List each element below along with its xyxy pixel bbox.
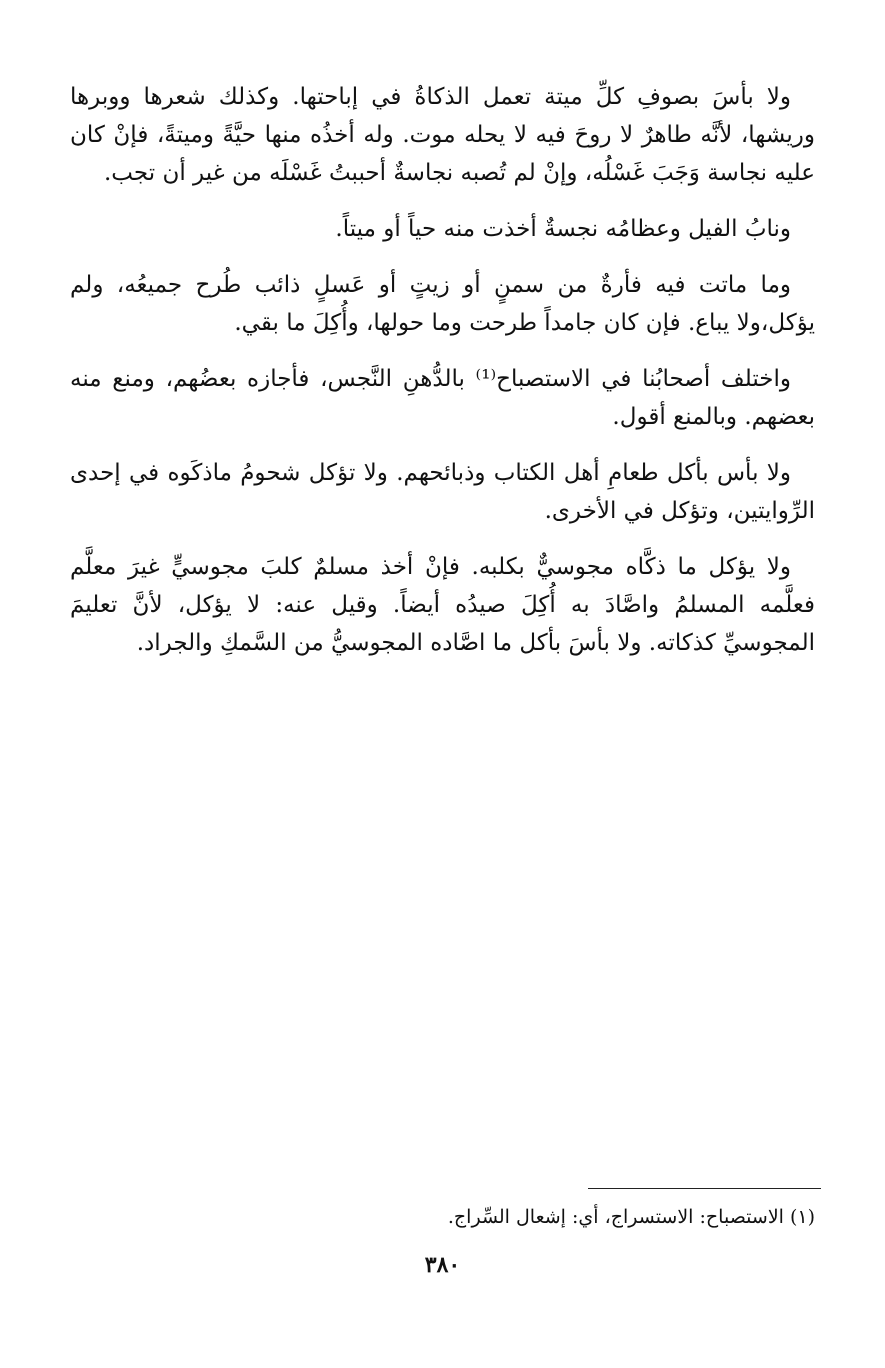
paragraph-people-of-book: ولا بأس بأكل طعامِ أهل الكتاب وذبائحهم. ولا تؤكل شحومُ ماذكَوه في إحدى الرِّوايتين، وتؤكل في الأخرى. <box>70 460 815 524</box>
page-number: ٣٨٠ <box>424 1252 461 1278</box>
paragraph-elephant-tusk: ونابُ الفيل وعظامُه نجسةٌ أخذت منه حياً أو ميتاً. <box>335 216 791 242</box>
footnote-number: (١) <box>789 1206 815 1228</box>
footnote-text: الاستصباح: الاستسراج، أي: إشعال السِّراج. <box>447 1206 784 1228</box>
paragraph-dead-mouse: وما ماتت فيه فأرةٌ من سمنٍ أو زيتٍ أو عَسلٍ ذائب طُرح جميعُه، ولم يؤكل،ولا يباع. فإن كان جامداً طرحت وما حولها، وأُكِلَ ما بقي. <box>70 272 815 336</box>
paragraph-wool-and-hair: ولا بأسَ بصوفِ كلِّ ميتة تعمل الذكاةُ في إباحتها. وكذلك شعرها ووبرها وريشها، لأنَّه طاهرٌ لا روحَ فيه لا يحله موت. وله أخذُه منها حيَّةً وميتةً، فإنْ كان عليه نجاسة وَجَبَ غَسْلُه، وإنْ لم تُصبه نجاسةٌ أحببتُ غَسْلَه من غير أن تجب. <box>70 84 815 186</box>
paragraph-magian-dog: ولا يؤكل ما ذكَّاه مجوسيٌّ بكلبه. فإنْ أخذ مسلمٌ كلبَ مجوسيٍّ غيرَ معلَّم فعلَّمه المسلمُ واصَّادَ به أُكِلَ صيدُه أيضاً. وقيل عنه: لا يؤكل، لأنَّ تعليمَ المجوسيِّ كذكاته. ولا بأسَ بأكل ما اصَّاده المجوسيُّ من السَّمكِ والجراد. <box>70 554 815 656</box>
footnote-divider <box>588 1188 821 1189</box>
paragraph-lamp-oil: واختلف أصحابُنا في الاستصباح⁽¹⁾ بالدُّهنِ النَّجس، فأجازه بعضُهم، ومنع منه بعضهم. وبالمنع أقول. <box>70 366 815 430</box>
main-text <box>70 78 815 680</box>
footnote <box>70 1202 815 1232</box>
